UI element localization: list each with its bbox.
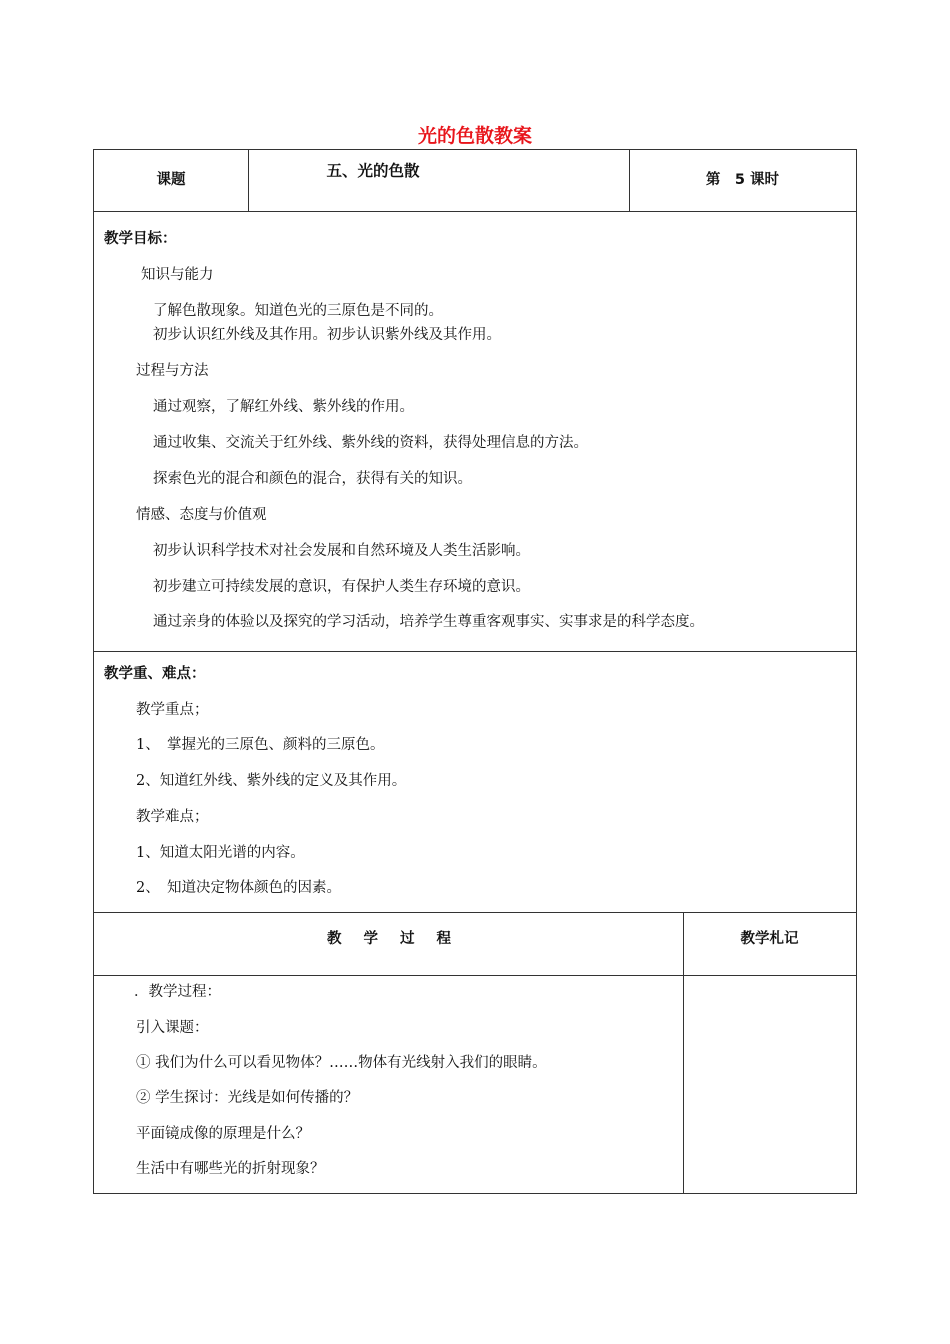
process-line: ① 我们为什么可以看见物体？……物体有光线射入我们的眼睛。 <box>136 1055 547 1071</box>
col-divider-notes <box>683 912 684 1193</box>
key-heading: 教学重点； <box>136 702 209 718</box>
process-line: 引入课题： <box>136 1020 209 1036</box>
process-line: ② 学生探讨：光线是如何传播的？ <box>136 1090 359 1106</box>
col-divider-topic-label <box>248 150 249 211</box>
process-line: 平面镜成像的原理是什么？ <box>136 1126 310 1142</box>
attitude-item: 初步认识科学技术对社会发展和自然环境及人类生活影响。 <box>153 543 530 559</box>
lesson-number: 第 5 课时 <box>705 172 780 188</box>
knowledge-heading: 知识与能力 <box>141 267 214 283</box>
topic-value: 五、光的色散 <box>326 162 420 180</box>
attitude-heading: 情感、态度与价值观 <box>136 507 267 523</box>
lesson-plan-table <box>93 149 857 1194</box>
process-item: 通过观察，了解红外线、紫外线的作用。 <box>153 399 414 415</box>
difficult-item: 2、 知道决定物体颜色的因素。 <box>136 880 341 896</box>
process-heading: 过程与方法 <box>136 363 209 379</box>
row-divider-process-header <box>94 975 856 976</box>
process-item: 探索色光的混合和颜色的混合，获得有关的知识。 <box>153 471 472 487</box>
row-divider-header <box>94 211 856 212</box>
knowledge-item: 了解色散现象。知道色光的三原色是不同的。 <box>153 303 443 319</box>
knowledge-item: 初步认识红外线及其作用。初步认识紫外线及其作用。 <box>153 327 501 343</box>
attitude-item: 初步建立可持续发展的意识，有保护人类生存环境的意识。 <box>153 579 530 595</box>
row-divider-objectives <box>94 651 856 652</box>
process-column-header: 教学过程 <box>327 931 473 947</box>
document-title: 光的色散教案 <box>417 125 532 147</box>
row-divider-keypoints <box>94 912 856 913</box>
key-item: 2、知道红外线、紫外线的定义及其作用。 <box>136 773 407 789</box>
process-line: ．教学过程： <box>134 984 221 1000</box>
key-item: 1、 掌握光的三原色、颜料的三原色。 <box>136 737 385 753</box>
attitude-item: 通过亲身的体验以及探究的学习活动，培养学生尊重客观事实、实事求是的科学态度。 <box>153 614 704 630</box>
objectives-heading: 教学目标： <box>104 231 177 247</box>
notes-column-header: 教学札记 <box>740 931 799 947</box>
keypoints-heading: 教学重、难点： <box>104 666 206 682</box>
topic-label: 课题 <box>156 172 186 188</box>
difficult-item: 1、知道太阳光谱的内容。 <box>136 845 305 861</box>
process-line: 生活中有哪些光的折射现象？ <box>136 1161 325 1177</box>
difficult-heading: 教学难点； <box>136 809 209 825</box>
process-item: 通过收集、交流关于红外线、紫外线的资料，获得处理信息的方法。 <box>153 435 588 451</box>
